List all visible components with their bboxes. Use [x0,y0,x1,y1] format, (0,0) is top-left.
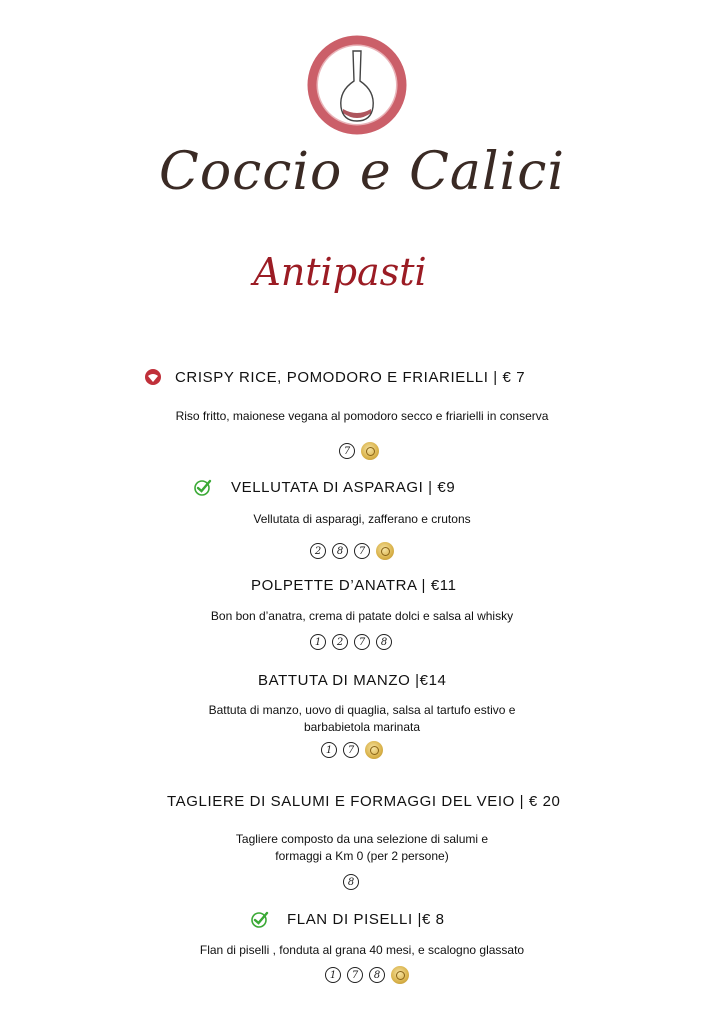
wine-glass-logo [305,33,409,137]
item-title: TAGLIERE DI SALUMI E FORMAGGI DEL VEIO | € 20 [167,793,561,810]
restaurant-name: Coccio e Calici [159,142,565,202]
gold-seal-icon [376,542,394,560]
item-description: Vellutata di asparagi, zafferano e crutons [253,512,471,526]
item-description: Tagliere composto da una selezione di salumi e [235,832,489,846]
item-title: POLPETTE D’ANATRA | €11 [251,577,457,594]
allergen-badge: 2 [310,543,326,559]
allergen-badge: 7 [354,634,370,650]
allergen-badge: 1 [325,967,341,983]
allergen-badge: 8 [343,874,359,890]
allergen-list [310,542,394,560]
item-description: Flan di piselli , fonduta al grana 40 mesi, e scalogno glassato [199,943,525,957]
allergen-list [310,634,392,650]
allergen-list [325,966,409,984]
allergen-list [339,442,379,460]
section-title: Antipasti [253,250,427,294]
item-description: Riso fritto, maionese vegana al pomodoro secco e friarielli in conserva [175,409,549,423]
gold-seal-icon [391,966,409,984]
green-check-leaf-icon [250,910,270,928]
gold-seal-icon [365,741,383,759]
item-title: CRISPY RICE, POMODORO E FRIARIELLI | € 7 [175,369,526,386]
item-description: Battuta di manzo, uovo di quaglia, salsa al tartufo estivo e [208,703,516,717]
allergen-badge: 2 [332,634,348,650]
item-title: VELLUTATA DI ASPARAGI | €9 [231,479,456,496]
item-description: formaggi a Km 0 (per 2 persone) [275,849,449,863]
allergen-list [321,741,383,759]
item-description: Bon bon d’anatra, crema di patate dolci e salsa al whisky [210,609,514,623]
gold-seal-icon [361,442,379,460]
allergen-badge: 1 [310,634,326,650]
allergen-badge: 8 [332,543,348,559]
allergen-badge: 7 [339,443,355,459]
allergen-list [343,874,359,890]
allergen-badge: 8 [369,967,385,983]
green-check-leaf-icon [193,478,213,496]
allergen-badge: 7 [347,967,363,983]
item-title: BATTUTA DI MANZO |€14 [258,672,447,689]
allergen-badge: 1 [321,742,337,758]
item-title: FLAN DI PISELLI |€ 8 [287,911,445,928]
allergen-badge: 7 [354,543,370,559]
red-vegan-icon [143,368,163,386]
allergen-badge: 7 [343,742,359,758]
item-description: barbabietola marinata [303,720,421,734]
allergen-badge: 8 [376,634,392,650]
